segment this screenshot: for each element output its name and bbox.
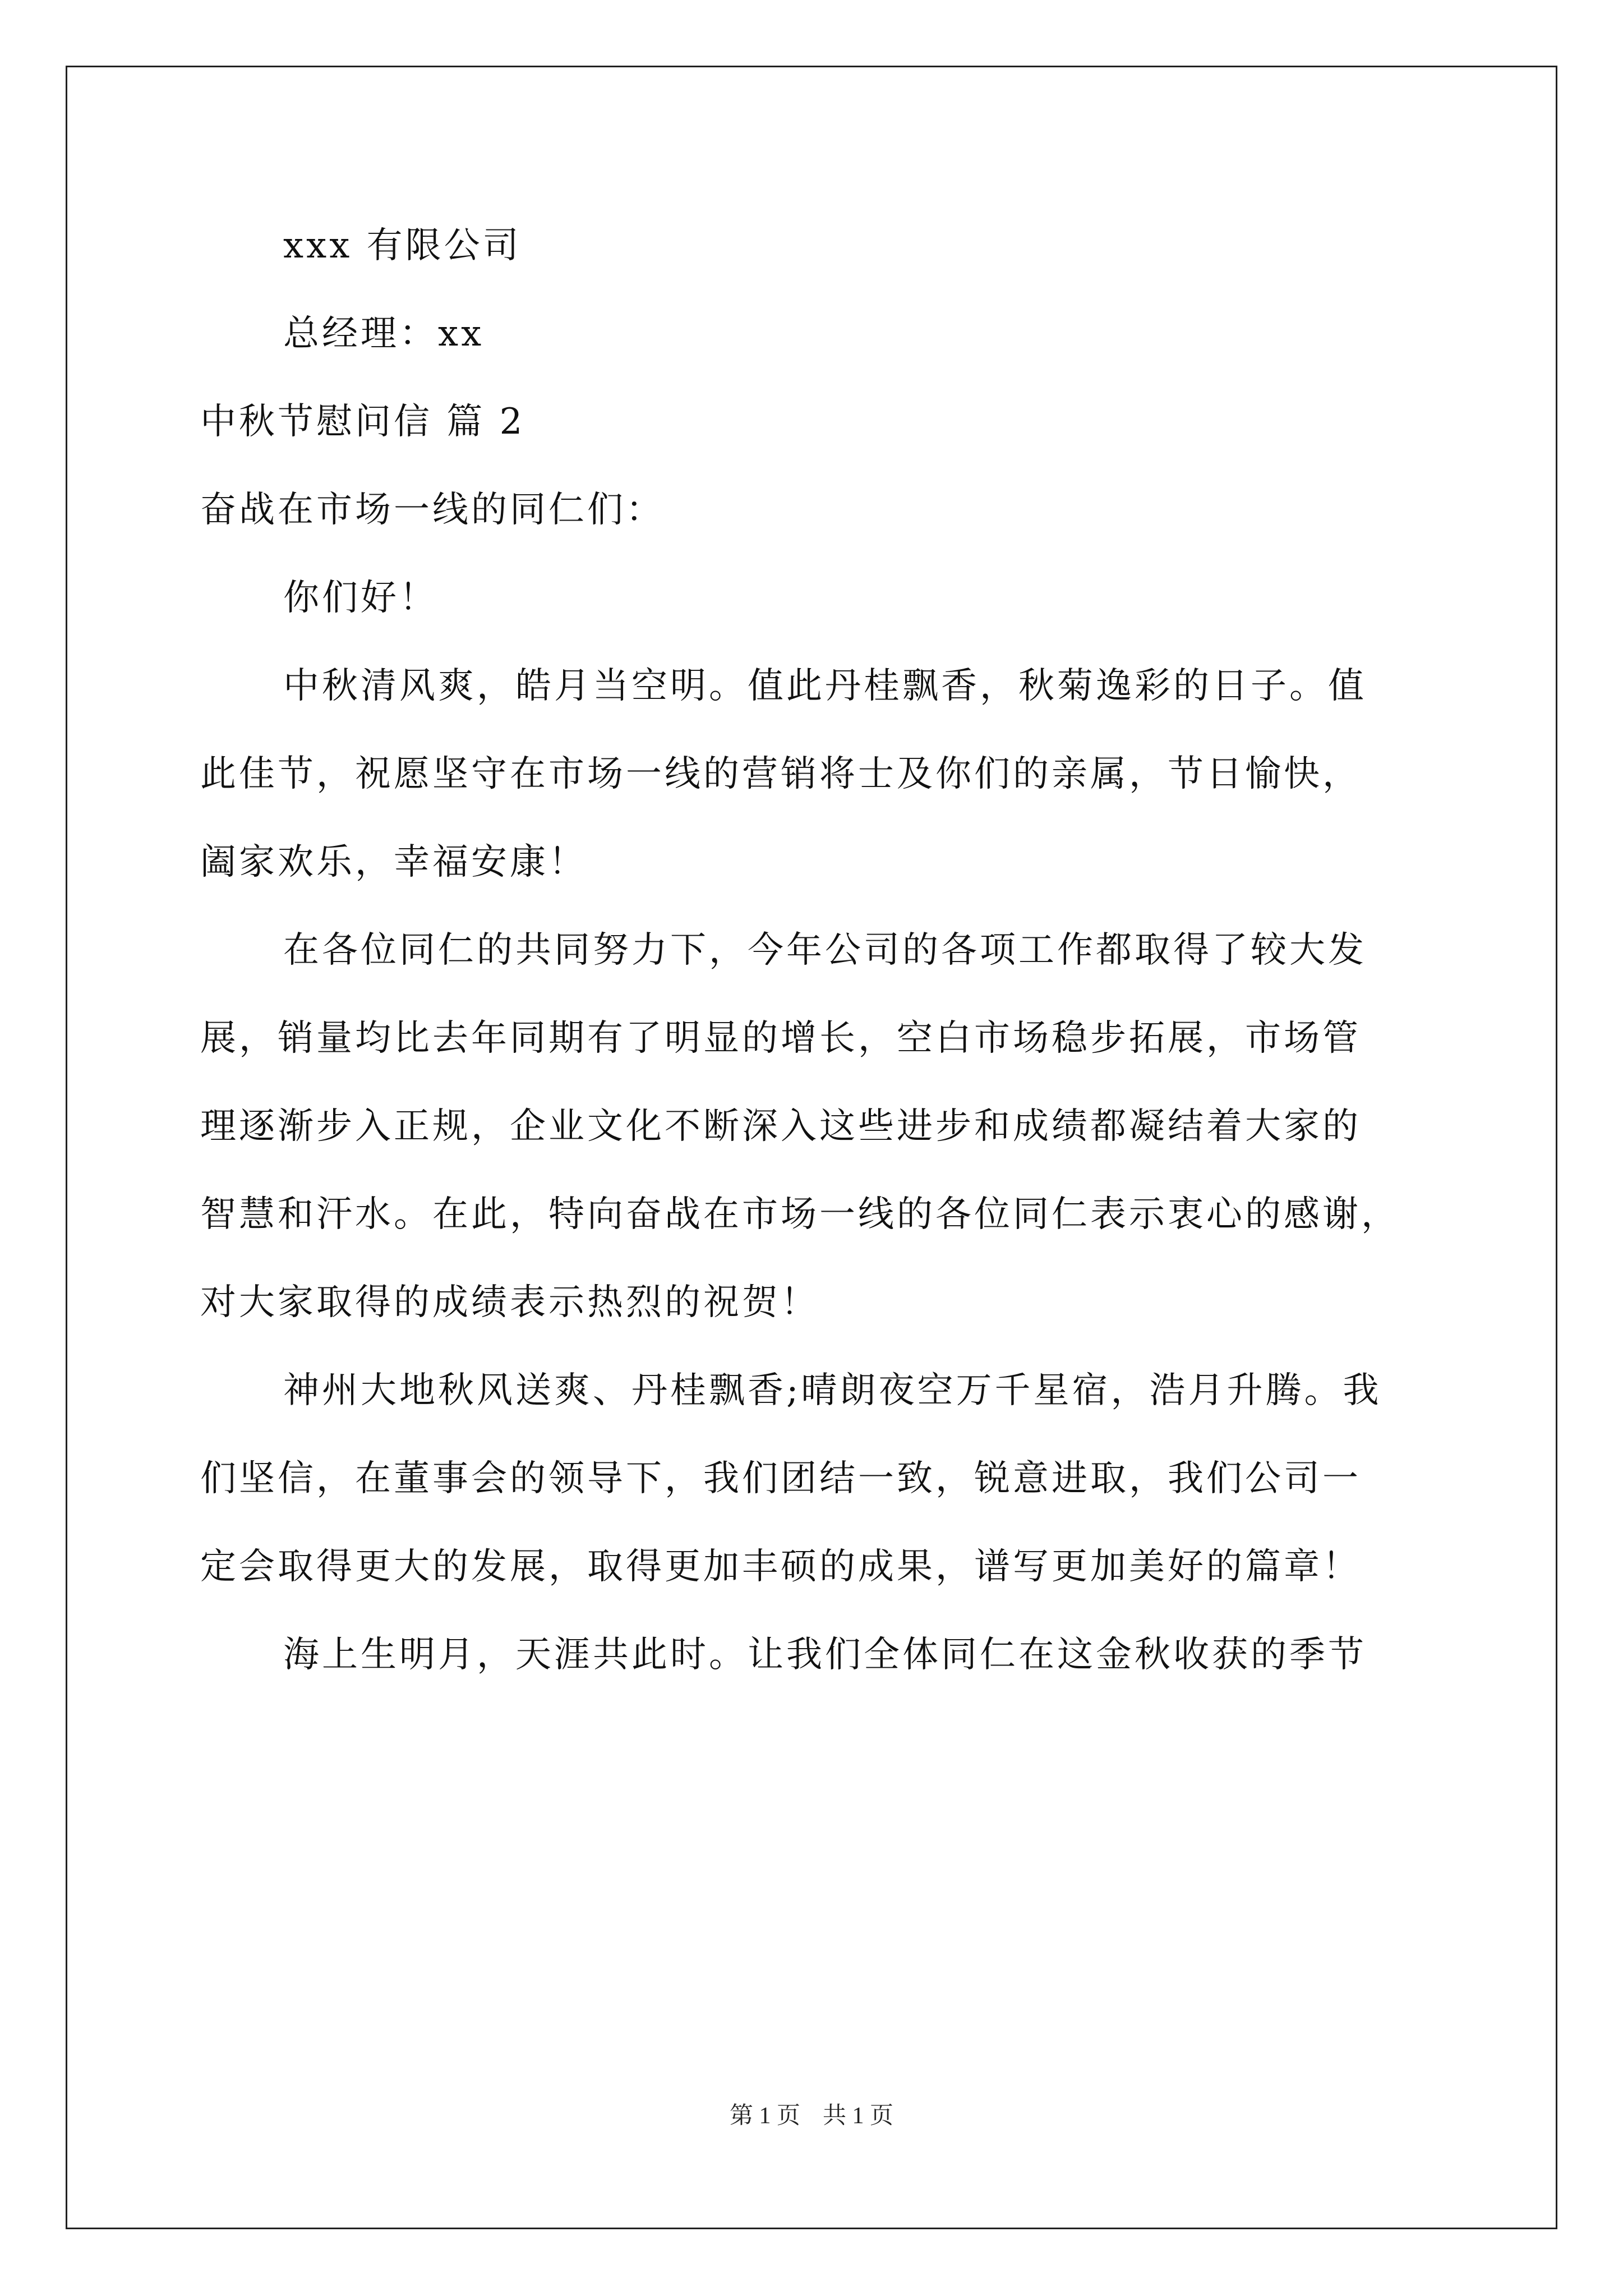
salutation: 奋战在市场一线的同仁们： bbox=[200, 489, 665, 531]
paragraph-line: 阖家欢乐，幸福安康！ bbox=[200, 841, 587, 883]
paragraph-line: 中秋清风爽，皓月当空明。值此丹桂飘香，秋菊逸彩的日子。值 bbox=[283, 665, 1367, 707]
paragraph-line: 智慧和汗水。在此，特向奋战在市场一线的各位同仁表示衷心的感谢， bbox=[200, 1194, 1400, 1235]
general-manager-line: 总经理：xx bbox=[283, 313, 485, 355]
paragraph-line: 神州大地秋风送爽、丹桂飘香;晴朗夜空万千星宿，浩月升腾。我 bbox=[283, 1370, 1382, 1411]
page-number: 第 1 页 bbox=[729, 2103, 800, 2129]
section-heading: 中秋节慰问信 篇 2 bbox=[200, 401, 525, 443]
page-total: 共 1 页 bbox=[823, 2103, 894, 2129]
paragraph-line: 此佳节，祝愿坚守在市场一线的营销将士及你们的亲属，节日愉快， bbox=[200, 753, 1361, 795]
paragraph-line: 在各位同仁的共同努力下，今年公司的各项工作都取得了较大发 bbox=[283, 930, 1367, 971]
paragraph-line: 理逐渐步入正规，企业文化不断深入这些进步和成绩都凝结着大家的 bbox=[200, 1106, 1361, 1147]
paragraph-line: 展，销量均比去年同期有了明显的增长，空白市场稳步拓展，市场管 bbox=[200, 1018, 1361, 1059]
greeting: 你们好！ bbox=[283, 577, 438, 619]
paragraph-line: 海上生明月，天涯共此时。让我们全体同仁在这金秋收获的季节 bbox=[283, 1634, 1367, 1676]
paragraph-line: 对大家取得的成绩表示热烈的祝贺！ bbox=[200, 1282, 819, 1323]
paragraph-line: 定会取得更大的发展，取得更加丰硕的成果，谱写更加美好的篇章！ bbox=[200, 1546, 1361, 1588]
paragraph-line: 们坚信，在董事会的领导下，我们团结一致，锐意进取，我们公司一 bbox=[200, 1458, 1361, 1499]
page-footer bbox=[0, 2099, 1623, 2133]
company-name-line: xxx 有限公司 bbox=[283, 225, 522, 266]
document-body bbox=[200, 202, 1434, 1699]
